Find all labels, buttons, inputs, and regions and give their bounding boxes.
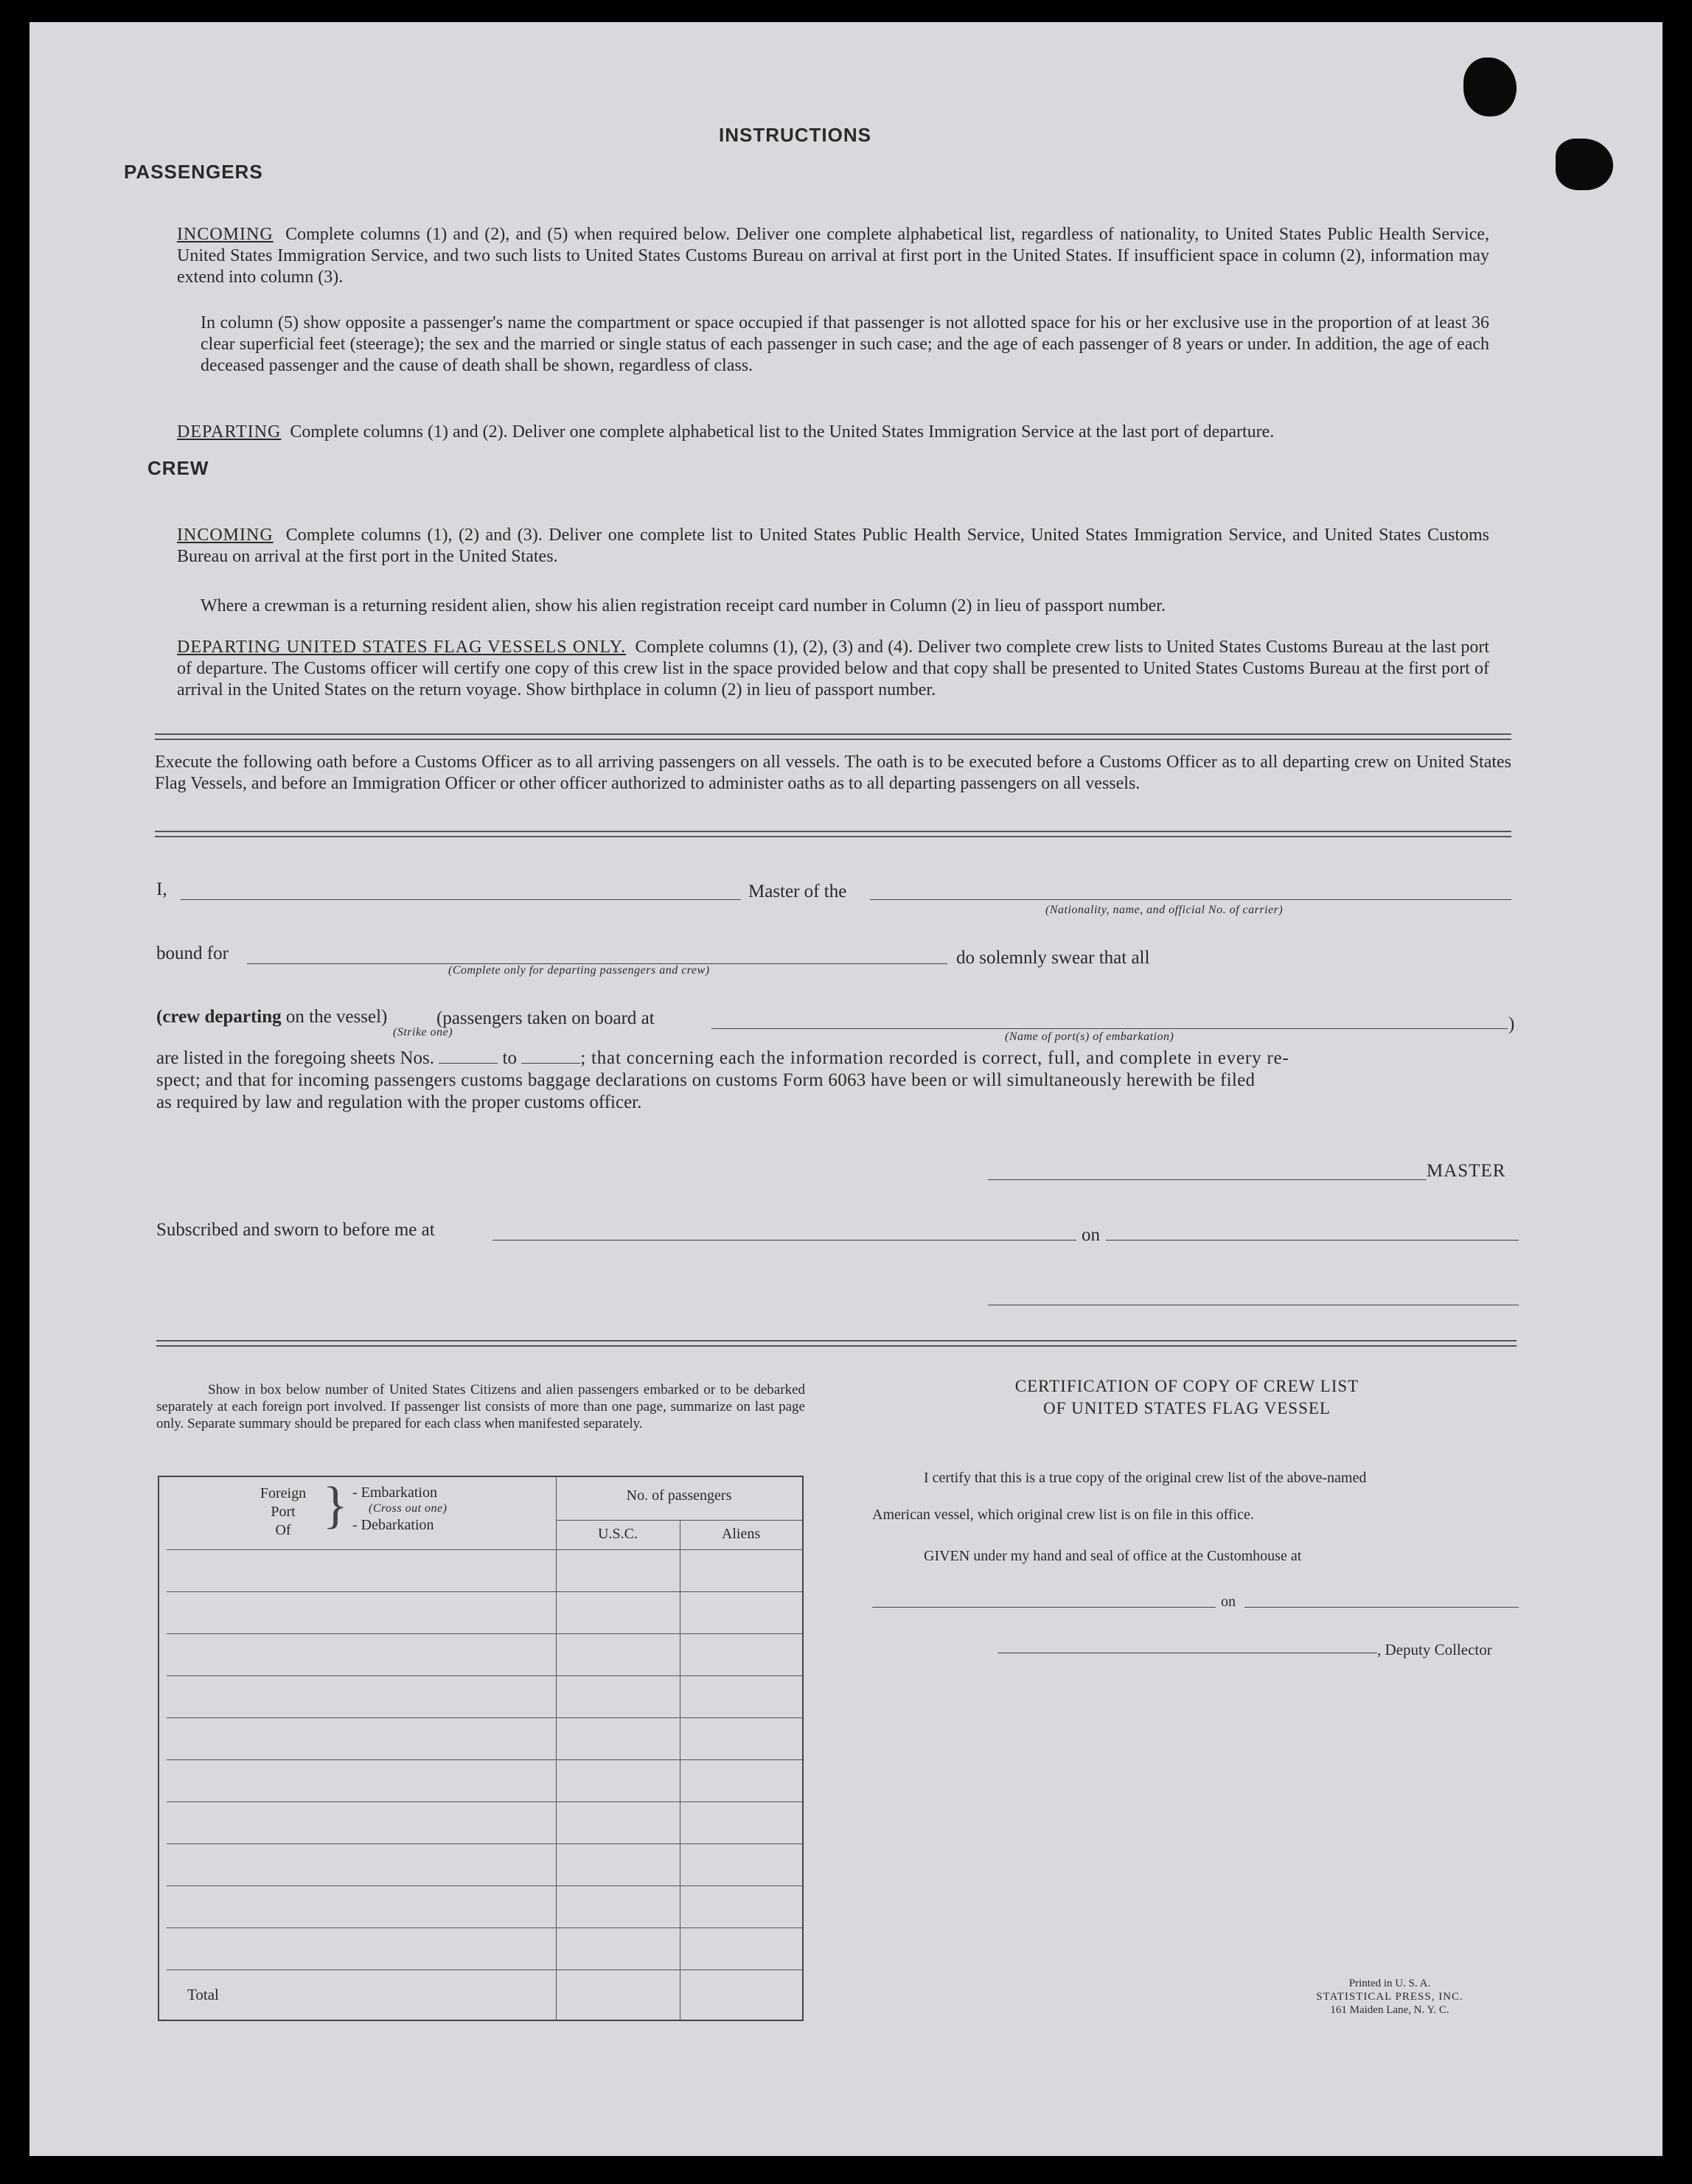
crew-departing-label <box>156 1007 387 1028</box>
summary-instruction-text: Show in box below number of United States Citizens and alien passengers embarked or to be debarked separately at each foreign port involved. If passenger list consists of more than one page, summarize on last page only. Separate summary should be prepared for each class when manifested separately. <box>156 1382 805 1431</box>
crew-resident-paragraph <box>201 596 1489 617</box>
foreign-port-header <box>159 1477 556 1551</box>
certification-date-field[interactable] <box>1244 1607 1519 1608</box>
table-row[interactable] <box>167 1801 802 1843</box>
punch-hole-blot <box>1463 57 1517 116</box>
oath-instruction-text: Execute the following oath before a Customs Officer as to all arriving passengers on all vessels. The oath is to be executed before a Customs Officer as to all departing crew on United States Flag Vessels, and before an Immigration Officer or other officer authorized to administer oaths as to all departing passengers on all vessels. <box>155 753 1511 793</box>
swear-label: do solemnly swear that all <box>956 948 1150 968</box>
listed-line-2: spect; and that for incoming passengers customs baggage declarations on customs Form 6063 have been or will simultaneously herewith be filed <box>156 1070 1256 1090</box>
listed-line-3: as required by law and regulation with the proper customs officer. <box>156 1092 642 1112</box>
printer-line-1: Printed in U. S. A. <box>1348 1978 1431 1989</box>
printer-imprint <box>1279 1977 1500 2017</box>
master-of-the-label: Master of the <box>748 882 847 901</box>
port-text: Port <box>271 1504 296 1520</box>
sworn-place-field[interactable] <box>492 1240 1076 1241</box>
bound-for-hint: (Complete only for departing passengers and crew) <box>448 964 710 977</box>
total-row[interactable] <box>167 1970 802 2012</box>
crew-incoming-text: Complete columns (1), (2) and (3). Deliver one complete list to United States Public Health Service, United States Immigration Service, and United States Customs Bureau on arrival at the first port in the United States. <box>177 526 1489 566</box>
brace-icon: } <box>323 1477 348 1534</box>
passengers-departing-text: Complete columns (1) and (2). Deliver one complete alphabetical list to the United States Immigration Service at the last port of departure. <box>290 422 1275 442</box>
certify-line-2: American vessel, which original crew list is on file in this office. <box>872 1507 1254 1523</box>
close-paren: ) <box>1508 1014 1515 1034</box>
listed-text-a: are listed in the foregoing sheets Nos. <box>156 1048 434 1068</box>
master-name-field[interactable] <box>181 899 741 900</box>
passengers-incoming-paragraph <box>177 224 1489 288</box>
printer-line-3: 161 Maiden Lane, N. Y. C. <box>1330 2004 1449 2016</box>
sworn-date-field[interactable] <box>1106 1240 1519 1241</box>
given-line: GIVEN under my hand and seal of office at the Customhouse at <box>924 1548 1302 1564</box>
table-row[interactable] <box>167 1717 802 1759</box>
aliens-header: Aliens <box>721 1526 761 1542</box>
crew-resident-text: Where a crewman is a returning resident alien, show his alien registration receipt card number in Column (2) in lieu of passport number. <box>201 596 1166 615</box>
carrier-field[interactable] <box>870 899 1511 900</box>
foreign-port-label <box>246 1485 320 1540</box>
table-row[interactable] <box>167 1759 802 1801</box>
carrier-hint: (Nationality, name, and official No. of carrier) <box>1045 904 1284 916</box>
subscribed-label: Subscribed and sworn to before me at <box>156 1220 435 1240</box>
crew-departing-paragraph <box>177 637 1489 701</box>
master-signature-field[interactable] <box>988 1179 1427 1180</box>
no-passengers-header: No. of passengers <box>626 1487 732 1504</box>
page-title: INSTRUCTIONS <box>719 124 871 146</box>
section-divider <box>156 1340 1517 1347</box>
cross-out-hint: (Cross out one) <box>369 1502 448 1515</box>
passengers-taken-label: (passengers taken on board at <box>436 1008 655 1028</box>
sheet-to-field[interactable] <box>521 1048 580 1064</box>
certification-heading <box>914 1375 1460 1420</box>
embarkation-text[interactable]: - Embarkation <box>352 1485 437 1501</box>
certification-heading-2: OF UNITED STATES FLAG VESSEL <box>1043 1399 1331 1417</box>
column5-paragraph <box>201 313 1489 377</box>
passengers-heading: PASSENGERS <box>124 161 263 183</box>
crew-heading: CREW <box>147 457 209 479</box>
sworn-on-label: on <box>1082 1225 1100 1245</box>
summary-instruction <box>156 1381 805 1432</box>
passenger-summary-box <box>158 1476 804 2021</box>
bound-for-label: bound for <box>156 943 229 963</box>
passengers-incoming-text: Complete columns (1) and (2), and (5) when required below. Deliver one complete alphabetical list, regardless of nationality, to United States Public Health Service, United States Immigration Service, and two such lists to United States Customs Bureau on arrival at first port in the United States. If insufficient space in column (2), information may extend into column (3). <box>177 225 1490 287</box>
debarkation-text[interactable]: - Debarkation <box>352 1517 434 1533</box>
certification-heading-1: CERTIFICATION OF COPY OF CREW LIST <box>1014 1377 1359 1395</box>
table-row[interactable] <box>167 1633 802 1675</box>
listed-to-text: to <box>502 1048 517 1068</box>
certification-on-label: on <box>1221 1594 1236 1610</box>
table-row[interactable] <box>167 1885 802 1927</box>
table-row[interactable] <box>167 1843 802 1885</box>
of-text: Of <box>275 1522 291 1538</box>
foreign-text: Foreign <box>260 1485 307 1501</box>
crew-departing-text: Complete columns (1), (2), (3) and (4). Deliver two complete crew lists to United States Customs Bureau at the last port of departure. The Customs officer will certify one copy of this crew list in the space provided below and that copy shall be presented to United States Customs Bureau at the first port of arrival in the United States on the return voyage. Show birthplace in column (2) in lieu of passport number. <box>177 638 1490 699</box>
strike-one-hint: (Strike one) <box>393 1026 453 1039</box>
punch-hole-blot <box>1556 139 1613 190</box>
table-row[interactable] <box>167 1549 802 1591</box>
usc-header: U.S.C. <box>598 1526 638 1542</box>
header-divider <box>556 1520 802 1521</box>
table-row[interactable] <box>167 1927 802 1970</box>
printer-line-2: STATISTICAL PRESS, INC. <box>1316 1991 1463 2003</box>
crew-incoming-label: INCOMING <box>177 526 274 545</box>
embarkation-options <box>352 1485 447 1533</box>
on-the-vessel-text: on the vessel) <box>285 1007 388 1027</box>
section-divider <box>155 831 1511 837</box>
column5-text: In column (5) show opposite a passenger's name the compartment or space occupied if that passenger is not allotted space for his or her exclusive use in the proportion of at least 36 clear superficial feet (steerage); the sex and the married or single status of each passenger in such case; and the age of each passenger of 8 years or under. In addition, the age of each deceased passenger and the cause of death shall be shown, regardless of class. <box>201 313 1489 375</box>
oath-i-label: I, <box>156 879 167 899</box>
port-hint: (Name of port(s) of embarkation) <box>1005 1030 1174 1043</box>
listed-text-b: ; that concerning each the information recorded is correct, full, and complete in every re- <box>580 1048 1289 1068</box>
table-row[interactable] <box>167 1591 802 1633</box>
crew-departing-label: DEPARTING UNITED STATES FLAG VESSELS ONLY. <box>177 638 627 657</box>
section-divider <box>155 733 1511 740</box>
master-label: MASTER <box>1427 1161 1506 1181</box>
total-label: Total <box>187 1986 219 2003</box>
passengers-departing-label: DEPARTING <box>177 422 282 442</box>
listed-line-1 <box>156 1048 1517 1069</box>
crew-incoming-paragraph <box>177 525 1489 568</box>
table-row[interactable] <box>167 1675 802 1717</box>
oath-instruction-paragraph <box>155 752 1511 795</box>
crew-departing-text: (crew departing <box>156 1007 282 1027</box>
embarkation-port-field[interactable] <box>711 1028 1508 1029</box>
sheet-from-field[interactable] <box>439 1048 498 1064</box>
passengers-departing-paragraph <box>177 422 1489 443</box>
deputy-collector-label: , Deputy Collector <box>1377 1641 1492 1658</box>
customhouse-field[interactable] <box>872 1607 1216 1608</box>
summary-rows <box>167 1549 802 2021</box>
certify-line-1: I certify that this is a true copy of the original crew list of the above-named <box>924 1470 1367 1486</box>
passengers-incoming-label: INCOMING <box>177 225 274 244</box>
